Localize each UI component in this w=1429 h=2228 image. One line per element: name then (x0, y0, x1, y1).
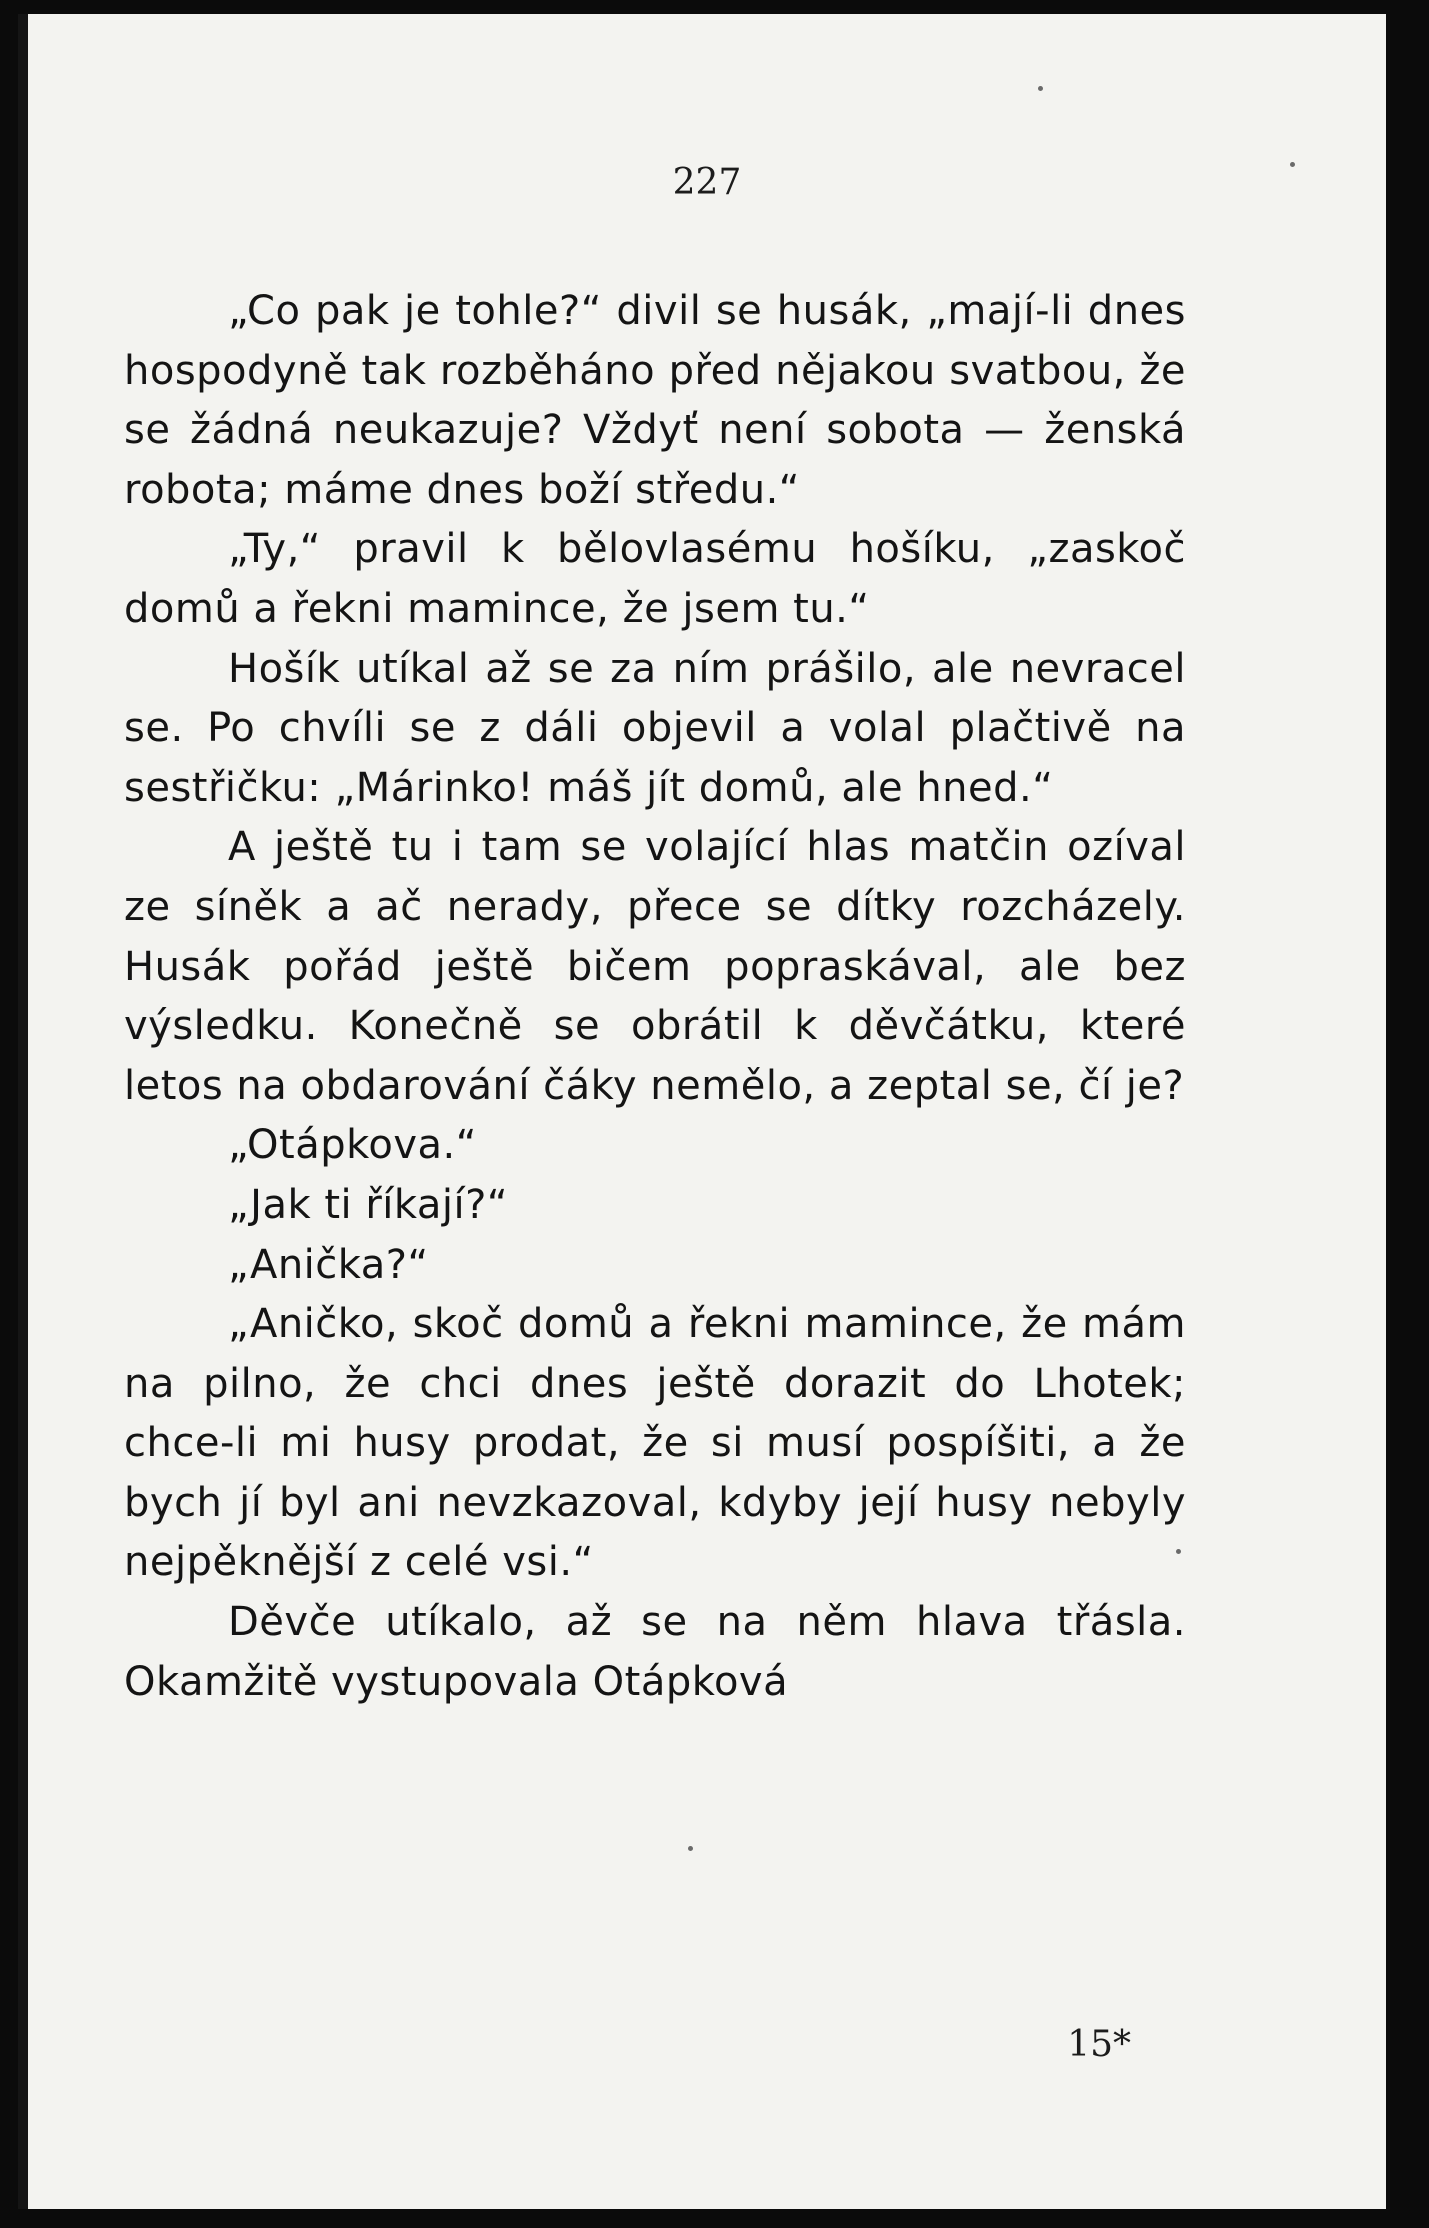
paragraph: „Ty,“ pravil k bělovlasému hošíku, „zaskoč domů a řekni mamince, že jsem tu.“ (124, 526, 1186, 632)
paragraph: „Aničko, skoč domů a řekni mamince, že mám na pilno, že chci dnes ještě dorazit do Lhotek; chce-li mi husy prodat, že si musí pospíšiti, a že bych jí byl ani nevzkazoval, kdyby její husy nebyly nejpěknější z celé vsi.“ (124, 1301, 1186, 1586)
paper-speck (1290, 162, 1295, 167)
body-text (124, 282, 1186, 1712)
page-number: 227 (672, 162, 742, 203)
book-page (18, 14, 1386, 2209)
paragraph: „Anička?“ (228, 1241, 429, 1288)
paragraph: „Jak ti říkají?“ (228, 1181, 509, 1228)
paragraph: Děvče utíkalo, až se na něm hlava třásla. Okamžitě vystupovala Otápková (124, 1599, 1186, 1705)
paragraph: „Co pak je tohle?“ divil se husák, „mají-li dnes hospodyně tak rozběháno před nějakou svatbou, že se žádná neukazuje? Vždyť není sobota — ženská robota; máme dnes boží středu.“ (124, 288, 1186, 513)
paragraph: A ještě tu i tam se volající hlas matčin ozíval ze síněk a ač nerady, přece se dítky rozcházely. Husák pořád ještě bičem popraskával, ale bez výsledku. Konečně se obrátil k děvčátku, které letos na obdarování čáky nemělo, a zeptal se, čí je? (124, 824, 1186, 1109)
paper-speck (1176, 1549, 1181, 1554)
paper-speck (688, 1846, 693, 1851)
paper-speck (1038, 86, 1043, 91)
paragraph: Hošík utíkal až se za ním prášilo, ale nevracel se. Po chvíli se z dáli objevil a volal plačtivě na sestřičku: „Márinko! máš jít domů, ale hned.“ (124, 645, 1186, 811)
paragraph: „Otápkova.“ (228, 1122, 477, 1169)
printer-signature: 15* (1067, 2024, 1131, 2065)
